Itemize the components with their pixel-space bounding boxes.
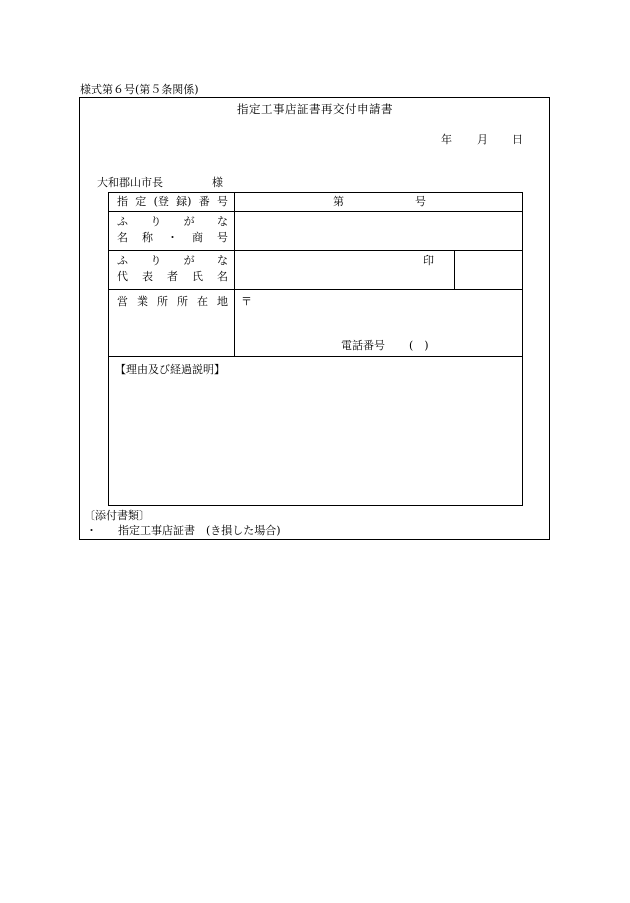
business-name-field[interactable] bbox=[235, 212, 523, 251]
representative-name-field[interactable] bbox=[235, 251, 455, 290]
registration-number-suffix: 号 bbox=[415, 195, 426, 208]
seal-cell[interactable] bbox=[423, 251, 523, 290]
registration-number-prefix: 第 bbox=[333, 195, 344, 208]
row-reason bbox=[109, 357, 523, 506]
addressee-honorific: 様 bbox=[212, 176, 223, 189]
addressee-name: 大和郡山市長 bbox=[97, 176, 163, 189]
application-table bbox=[108, 192, 523, 506]
reason-field[interactable] bbox=[109, 357, 523, 506]
attachment-item bbox=[86, 525, 281, 536]
phone-label: 電話番号 bbox=[341, 339, 385, 352]
row-registration-number bbox=[109, 193, 523, 212]
date-month: 月 bbox=[477, 133, 488, 146]
phone-parens: ( ) bbox=[409, 339, 429, 352]
attachment-item-text: 指定工事店証書 (き損した場合) bbox=[118, 524, 281, 537]
row-representative-name bbox=[109, 251, 523, 290]
representative-label-cell: ふ り が な 代 表 者 氏 名 bbox=[109, 251, 235, 290]
business-name-label-cell: ふ り が な 名 称 ・ 商 号 bbox=[109, 212, 235, 251]
row-office-address bbox=[109, 290, 523, 357]
office-address-label-cell: 営 業 所 所 在 地 bbox=[109, 290, 235, 357]
registration-number-field[interactable] bbox=[235, 193, 523, 212]
row-business-name bbox=[109, 212, 523, 251]
postal-mark: 〒 bbox=[241, 295, 252, 308]
form-number-label: 様式第６号(第５条関係) bbox=[80, 83, 199, 96]
date-year: 年 bbox=[441, 133, 452, 146]
reason-label: 【理由及び経過説明】 bbox=[115, 363, 225, 376]
registration-number-label-cell: 指 定 (登 録) 番 号 bbox=[109, 193, 235, 212]
attachment-bullet: ・ bbox=[86, 524, 97, 537]
attachments-heading: 〔添付書類〕 bbox=[84, 509, 150, 522]
form-title: 指定工事店証書再交付申請書 bbox=[237, 102, 393, 116]
office-address-field[interactable] bbox=[235, 290, 523, 357]
date-day: 日 bbox=[512, 133, 523, 146]
seal-label: 印 bbox=[423, 254, 434, 267]
